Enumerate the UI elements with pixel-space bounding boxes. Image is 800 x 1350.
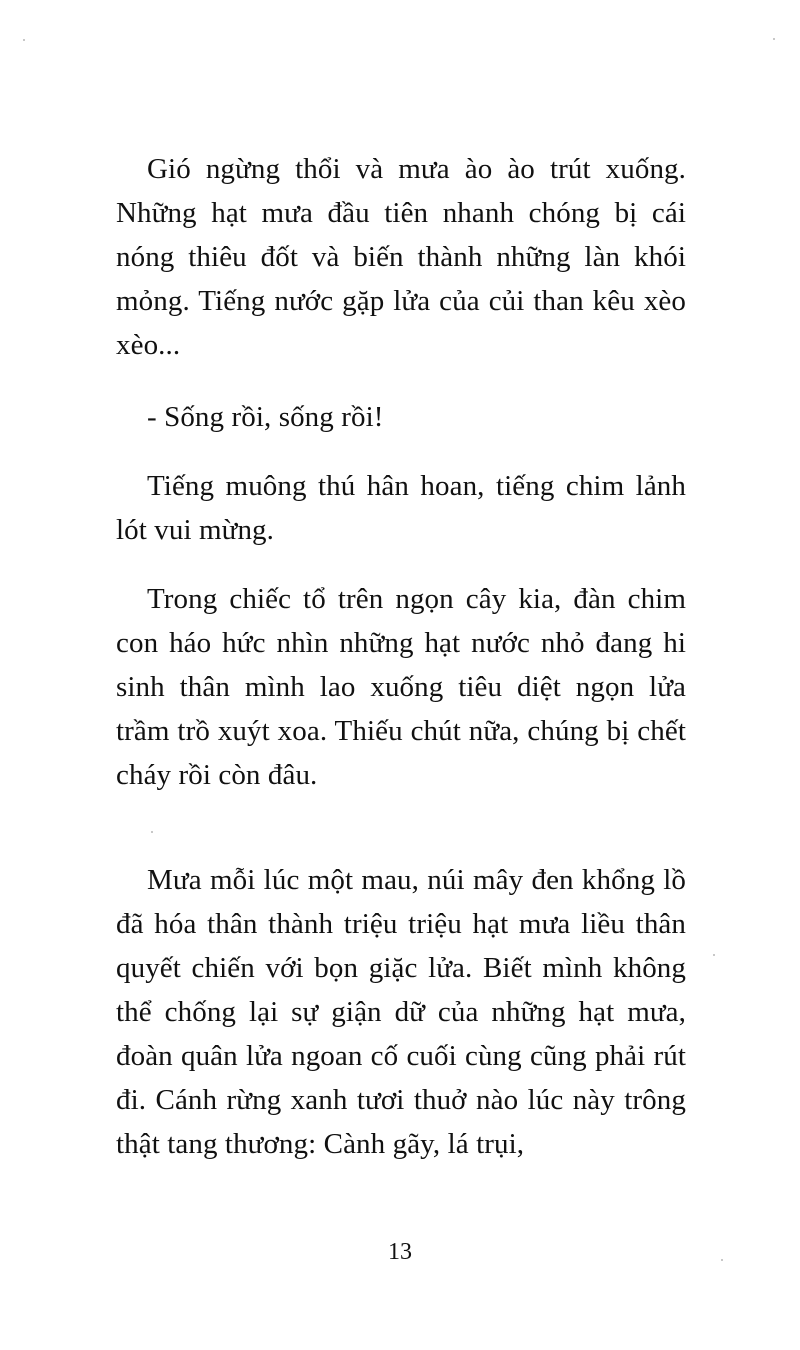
paper-speck: [23, 39, 25, 41]
paragraph-text: Trong chiếc tổ trên ngọn cây kia, đàn chim con háo hức nhìn những hạt nước nhỏ đang hi sinh thân mình lao xuống tiêu diệt ngọn lửa trầm trồ xuýt xoa. Thiếu chút nữa, chúng bị chết cháy rồi còn đâu.: [116, 583, 686, 791]
paper-speck: [721, 1259, 723, 1261]
paragraph-animals-cheer: [116, 464, 686, 552]
paragraph-rain-starts: [116, 147, 686, 367]
paragraph-text: Tiếng muông thú hân hoan, tiếng chim lảnh lót vui mừng.: [116, 470, 686, 546]
paragraph-dialogue: [116, 395, 686, 439]
paragraph-text: Gió ngừng thổi và mưa ào ào trút xuống. Những hạt mưa đầu tiên nhanh chóng bị cái nóng thiêu đốt và biến thành những làn khói mỏng. Tiếng nước gặp lửa của củi than kêu xèo xèo...: [116, 153, 686, 361]
paper-speck: [151, 831, 153, 833]
paragraph-birds-nest: [116, 577, 686, 797]
paragraph-text: - Sống rồi, sống rồi!: [147, 401, 384, 433]
paragraph-text: Mưa mỗi lúc một mau, núi mây đen khổng lồ đã hóa thân thành triệu triệu hạt mưa liều thân quyết chiến với bọn giặc lửa. Biết mình không thể chống lại sự giận dữ của những hạt mưa, đoàn quân lửa ngoan cố cuối cùng cũng phải rút đi. Cánh rừng xanh tươi thuở nào lúc này trông thật tang thương: Cành gãy, lá trụi,: [116, 864, 686, 1160]
paragraph-forest-after-fire: [116, 858, 686, 1166]
paper-speck: [713, 954, 715, 956]
page-number: 13: [388, 1239, 412, 1265]
paper-speck: [773, 38, 775, 40]
